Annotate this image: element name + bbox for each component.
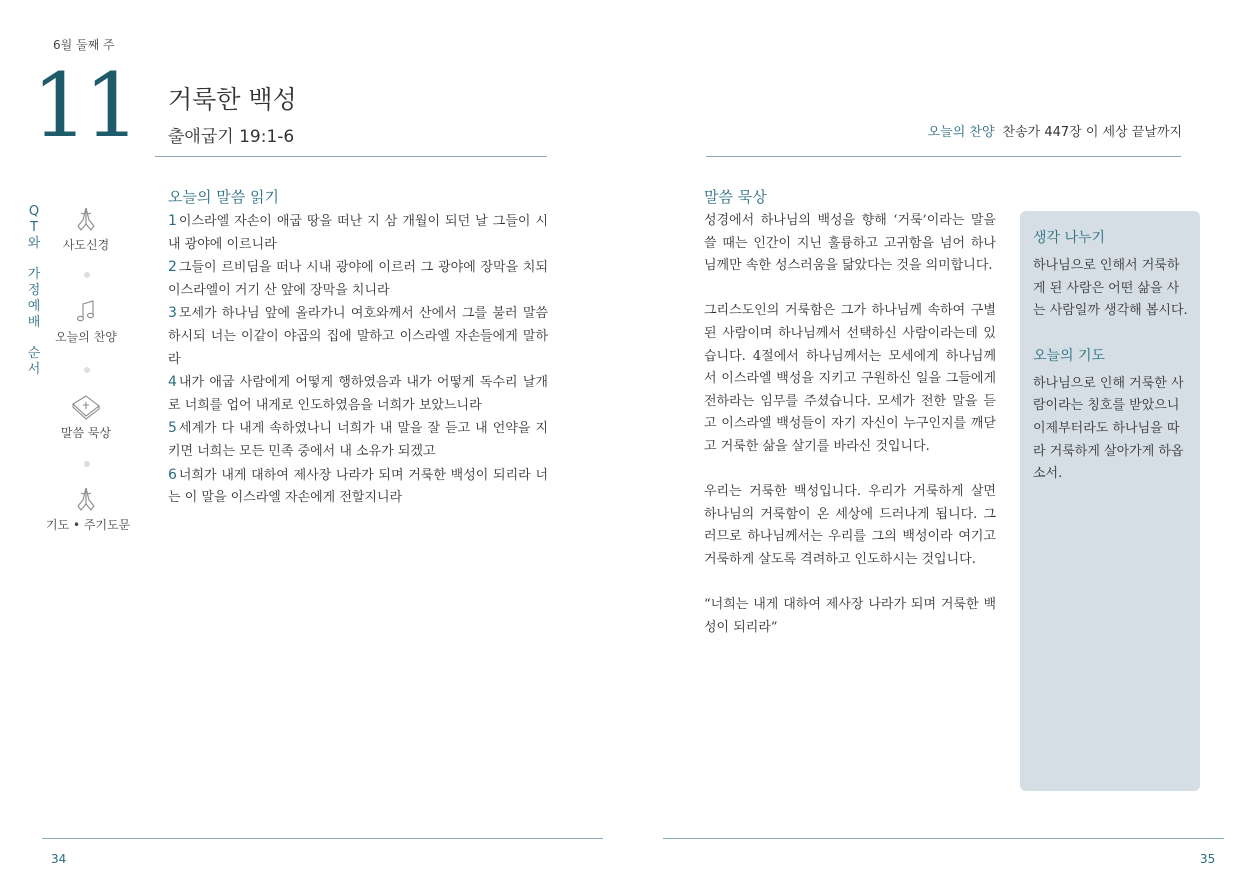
verse [168,256,548,302]
vertical-label-char: 가 [27,267,41,282]
verse-text: 모세가 하나님 앞에 올라가니 여호와께서 산에서 그를 불러 말씀하시되 너는 이같이 야곱의 집에 말하고 이스라엘 자손들에게 말하라 [168,306,548,367]
lesson-title: 거룩한 백성 [168,85,297,114]
verse [168,464,548,510]
prayer-heading: 오늘의 기도 [1033,347,1106,364]
scripture-text [168,210,548,510]
bible-icon [46,392,126,422]
hymn-value: 찬송가 447장 이 세상 끝날까지 [1002,125,1182,140]
share-heading: 생각 나누기 [1033,230,1106,246]
verse-number: 3 [168,305,177,322]
page-number-right: 35 [1200,852,1216,866]
vertical-label-char: 서 [27,362,41,377]
passage-reference: 출애굽기 19:1-6 [168,127,295,147]
music-note-icon [46,296,126,326]
meditation-text [704,210,996,662]
verse-text: 너희가 내게 대하여 제사장 나라가 되며 거룩한 백성이 되리라 너는 이 말을 이스라엘 자손에게 전할지니라 [168,467,548,506]
vertical-label-gap [26,252,42,267]
verse [168,371,548,417]
verse [168,302,548,371]
verse-number: 2 [168,259,177,276]
verse-text: 그들이 르비딤을 떠나 시내 광야에 이르러 그 광야에 장막을 치되 이스라엘이 거기 산 앞에 장막을 치니라 [168,260,548,298]
meditation-paragraph: 그리스도인의 거룩함은 그가 하나님께 속하여 구별된 사람이며 하나님께서 선택하신 사람이라는데 있습니다. 4절에서 하나님께서는 모세에게 하나님께서 이스라엘 백성을 지키고 구원하신 일을 그들에게 전하라는 임무를 주셨습니다. 모세가 전한 말을 듣고 이스라엘 백성들이 자기 자신이 누구인지를 깨닫고 거룩한 삶을 살기를 바라신 것입니다. [704,303,996,454]
vertical-label-char: 예 [27,299,41,314]
vertical-label-gap [26,331,42,346]
verse-number: 6 [168,466,177,483]
reflection-sidebar [1020,211,1200,791]
vertical-section-label [26,204,42,378]
header-divider-left [155,156,547,157]
separator-dot [84,367,90,373]
verse-number: 1 [168,213,177,229]
verse [168,417,548,463]
footer-divider-left [42,838,603,839]
vertical-label-char: 순 [27,346,41,361]
prayer-text: 하나님으로 인해 거룩한 사람이라는 칭호를 받았으니 이제부터라도 하나님을 따라 거룩하게 살아가게 하옵소서. [1033,375,1184,482]
verse [168,210,548,256]
vertical-label-char: 배 [27,315,41,330]
meditation-paragraph: 우리는 거룩한 백성입니다. 우리가 거룩하게 살면 하나님의 거룩함이 온 세상에 드러나게 됩니다. 그러므로 하나님께서는 우리를 그의 백성이라 여기고 거룩하게 살도록 격려하고 인도하시는 것입니다. [704,484,996,567]
meditation-paragraph: “너희는 내게 대하여 제사장 나라가 되며 거룩한 백성이 되리라” [704,597,996,635]
vertical-label-char: 와 [27,236,41,251]
reading-heading: 오늘의 말씀 읽기 [168,188,279,206]
order-item-creed [46,204,126,253]
page-number-left: 34 [51,852,67,866]
praying-hands-icon [46,204,126,234]
day-number: 11 [32,54,136,157]
meditation-paragraph: 성경에서 하나님의 백성을 향해 ‘거룩’이라는 말을 쓸 때는 인간이 지닌 훌륭하고 고귀함을 넘어 하나님께만 속한 성스러움을 닮았다는 것을 의미합니다. [704,213,996,274]
order-item-label: 말씀 묵상 [60,426,112,440]
order-item-meditation [46,392,126,441]
order-item-prayer [46,484,131,533]
separator-dot [84,461,90,467]
verse-text: 내가 애굽 사람에게 어떻게 행하였음과 내가 어떻게 독수리 날개로 너희를 업어 내게로 인도하였음을 너희가 보았느니라 [168,375,548,413]
vertical-label-char: 정 [27,283,41,298]
verse-text: 이스라엘 자손이 애굽 땅을 떠난 지 삼 개월이 되던 날 그들이 시내 광야에 이르니라 [168,214,548,252]
verse-text: 세계가 다 내게 속하였나니 너희가 내 말을 잘 듣고 내 언약을 지키면 너희는 모든 민족 중에서 내 소유가 되겠고 [168,421,548,459]
hymn-label: 오늘의 찬양 [927,125,995,140]
share-text: 하나님으로 인해서 거룩하게 된 사람은 어떤 삶을 사는 사람일까 생각해 봅시다. [1033,258,1188,319]
verse-number: 4 [168,374,177,391]
order-item-label: 오늘의 찬양 [55,330,117,344]
meditation-heading: 말씀 묵상 [704,188,767,206]
praying-hands-icon [46,484,126,514]
vertical-label-char: T [30,220,38,235]
week-label: 6월 둘째 주 [53,38,115,52]
order-item-hymn [46,296,126,345]
verse-number: 5 [168,420,177,437]
order-item-label: 기도 • 주기도문 [46,518,131,532]
separator-dot [84,272,90,278]
header-divider-right [706,156,1181,157]
vertical-label-char: Q [28,204,40,219]
footer-divider-right [663,838,1224,839]
todays-hymn [928,121,1182,140]
order-item-label: 사도신경 [62,238,110,252]
